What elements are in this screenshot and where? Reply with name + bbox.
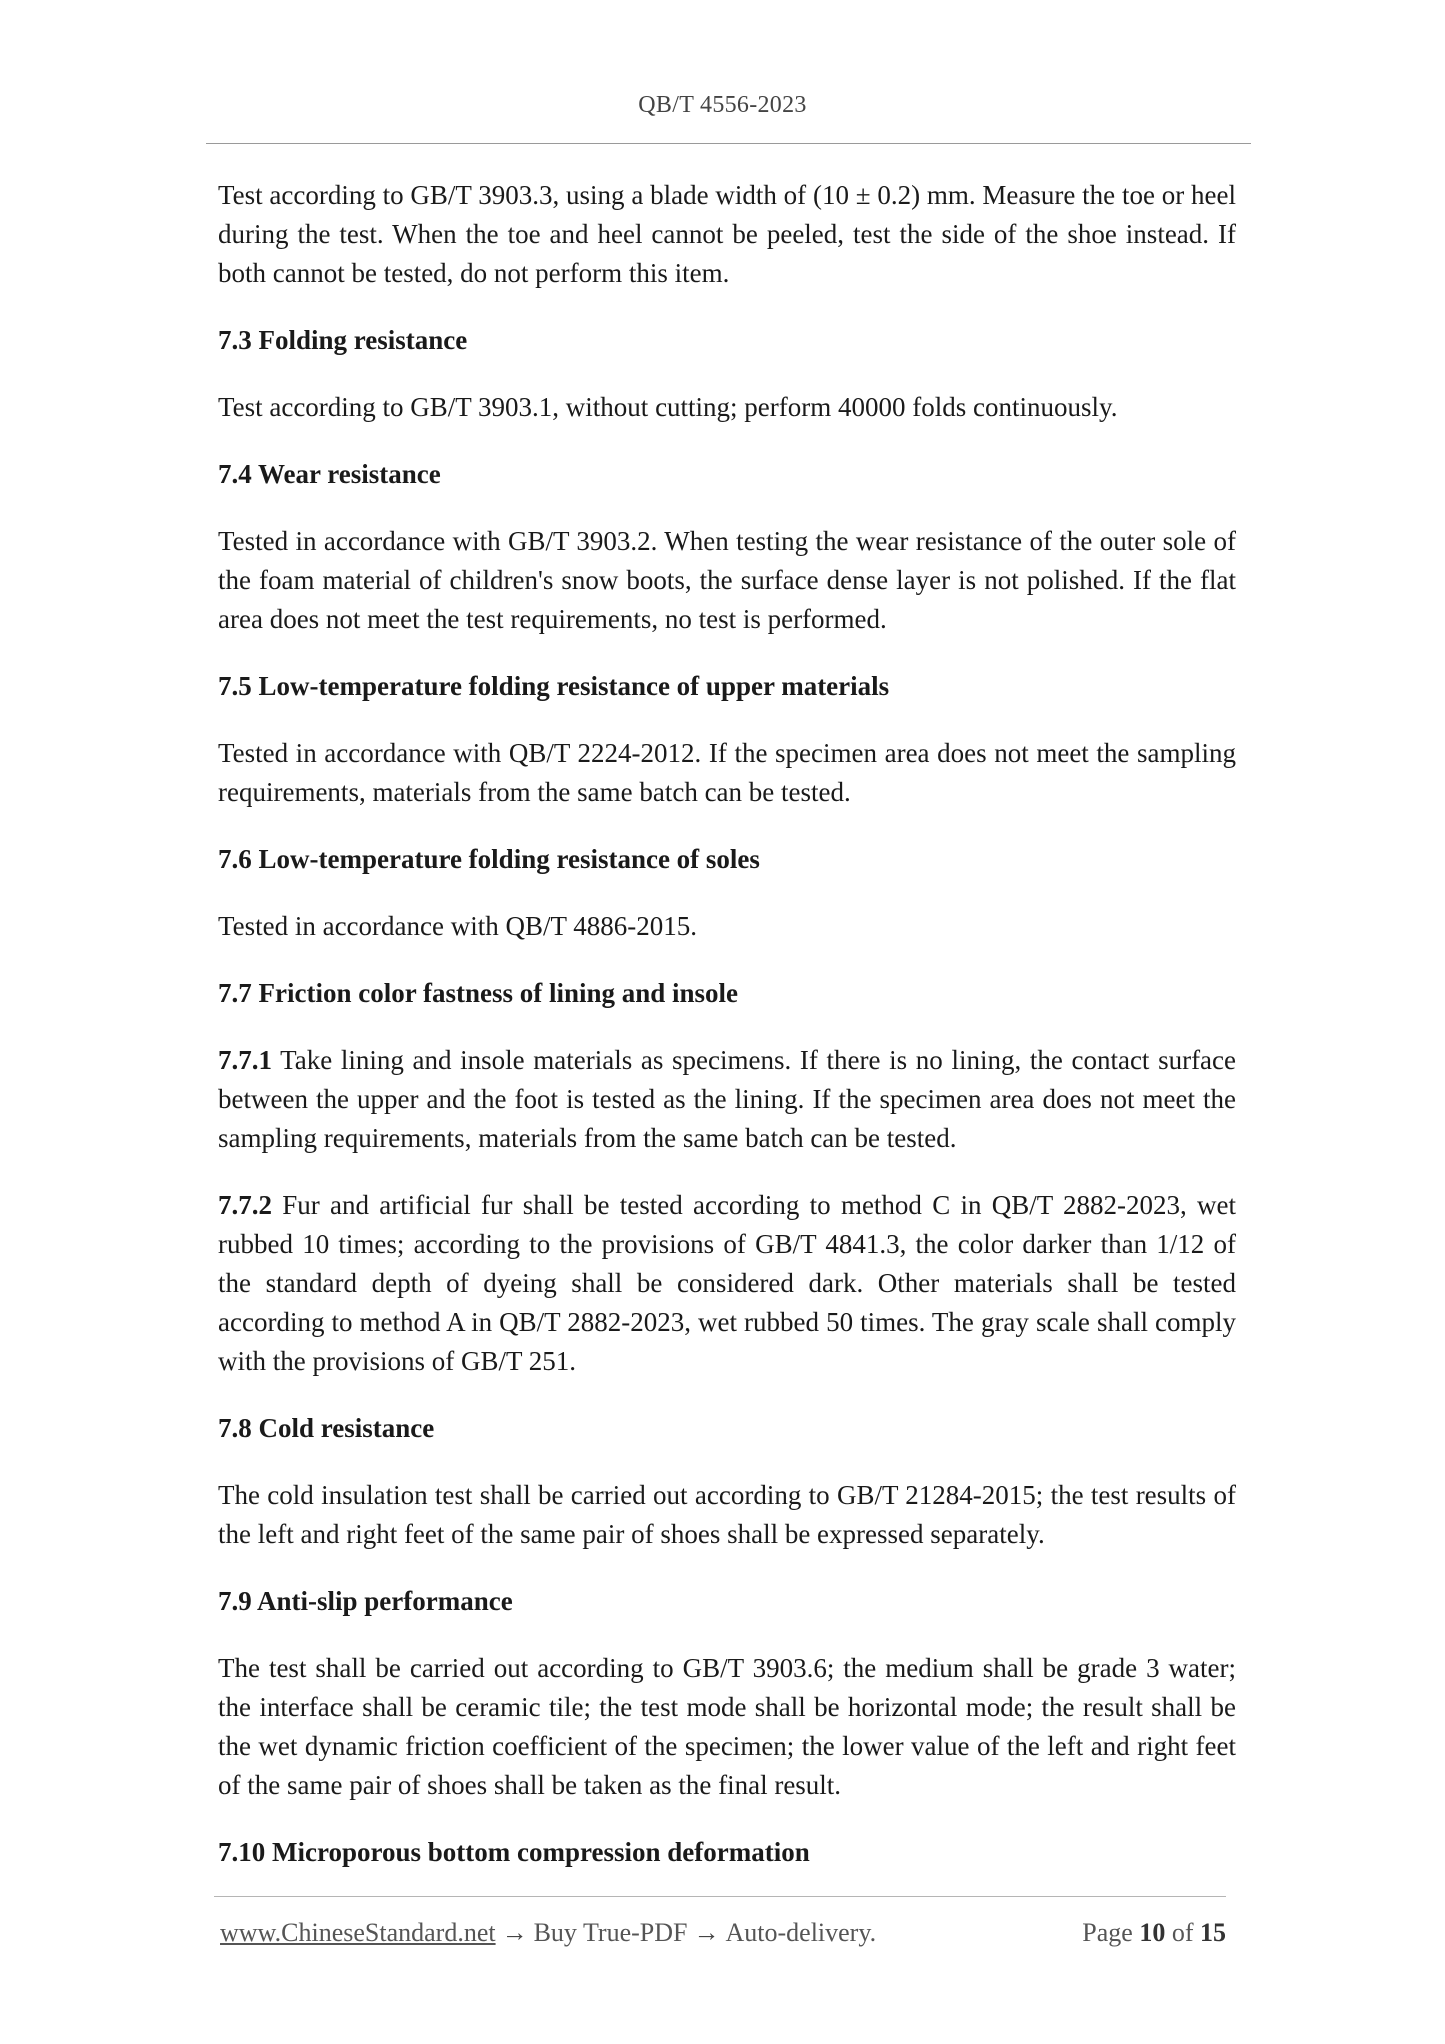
section-heading-7-4: 7.4 Wear resistance (218, 459, 441, 489)
section-text-7-8: The cold insulation test shall be carried out according to GB/T 21284-2015; the test results of the left and right feet of the same pair of shoes shall be expressed separately. (218, 1480, 1236, 1549)
section-heading-7-3: 7.3 Folding resistance (218, 325, 468, 355)
page-total: 15 (1200, 1918, 1226, 1947)
section-heading-7-5: 7.5 Low-temperature folding resistance of upper materials (218, 671, 890, 701)
page-footer (220, 1918, 1226, 1948)
footer-promo (220, 1918, 876, 1948)
clause-text-7-7-1: Take lining and insole materials as specimens. If there is no lining, the contact surface between the upper and the foot is tested as the lining. If the specimen area does not meet the sampling requirements, materials from the same batch can be tested. (218, 1045, 1237, 1153)
clause-number-7-7-1: 7.7.1 (218, 1045, 272, 1075)
clause-7-7-2 (218, 1186, 1236, 1381)
section-text-7-3: Test according to GB/T 3903.1, without cutting; perform 40000 folds continuously. (218, 392, 1118, 422)
page-of-label: of (1171, 1918, 1194, 1947)
intro-paragraph: Test according to GB/T 3903.3, using a blade width of (10 ± 0.2) mm. Measure the toe or heel during the test. When the toe and heel cannot be peeled, test the side of the shoe instead. If both cannot be tested, do not perform this item. (218, 180, 1236, 288)
clause-text-7-7-2: Fur and artificial fur shall be tested according to method C in QB/T 2882-2023, wet rubbed 10 times; according to the provisions of GB/T 4841.3, the color darker than 1/12 of the standard depth of dyeing shall be considered dark. Other materials shall be tested according to method A in QB/T 2882-2023, wet rubbed 50 times. The gray scale shall comply with the provisions of GB/T 251. (218, 1190, 1236, 1376)
page-current: 10 (1139, 1918, 1166, 1947)
page-header-doc-id: QB/T 4556-2023 (638, 92, 807, 118)
clause-number-7-7-2: 7.7.2 (218, 1190, 272, 1220)
section-text-7-5: Tested in accordance with QB/T 2224-2012. If the specimen area does not meet the sampling requirements, materials from the same batch can be tested. (218, 738, 1236, 807)
section-text-7-4: Tested in accordance with GB/T 3903.2. When testing the wear resistance of the outer sole of the foam material of children's snow boots, the surface dense layer is not polished. If the flat area does not meet the test requirements, no test is performed. (218, 526, 1236, 634)
section-heading-7-7: 7.7 Friction color fastness of lining and insole (218, 978, 739, 1008)
section-heading-7-6: 7.6 Low-temperature folding resistance of soles (218, 844, 760, 874)
section-heading-7-10: 7.10 Microporous bottom compression deformation (218, 1837, 810, 1867)
auto-delivery-text: Auto-delivery. (725, 1918, 877, 1947)
section-heading-7-9: 7.9 Anti-slip performance (218, 1586, 513, 1616)
page-label: Page (1082, 1918, 1133, 1947)
header-divider (206, 143, 1251, 144)
site-link[interactable]: www.ChineseStandard.net (220, 1918, 496, 1947)
section-text-7-9: The test shall be carried out according to GB/T 3903.6; the medium shall be grade 3 water; the interface shall be ceramic tile; the test mode shall be horizontal mode; the result shall be the wet dynamic friction coefficient of the specimen; the lower value of the left and right feet of the same pair of shoes shall be taken as the final result. (218, 1653, 1236, 1800)
arrow-right-icon: → (693, 1918, 720, 1947)
footer-divider (214, 1896, 1226, 1897)
section-heading-7-8: 7.8 Cold resistance (218, 1413, 435, 1443)
page-number (1082, 1918, 1226, 1948)
clause-7-7-1 (218, 1041, 1236, 1158)
section-text-7-6: Tested in accordance with QB/T 4886-2015. (218, 911, 697, 941)
document-body (218, 176, 1236, 1900)
arrow-right-icon: → (501, 1918, 528, 1947)
buy-pdf-text: Buy True-PDF (533, 1918, 688, 1947)
